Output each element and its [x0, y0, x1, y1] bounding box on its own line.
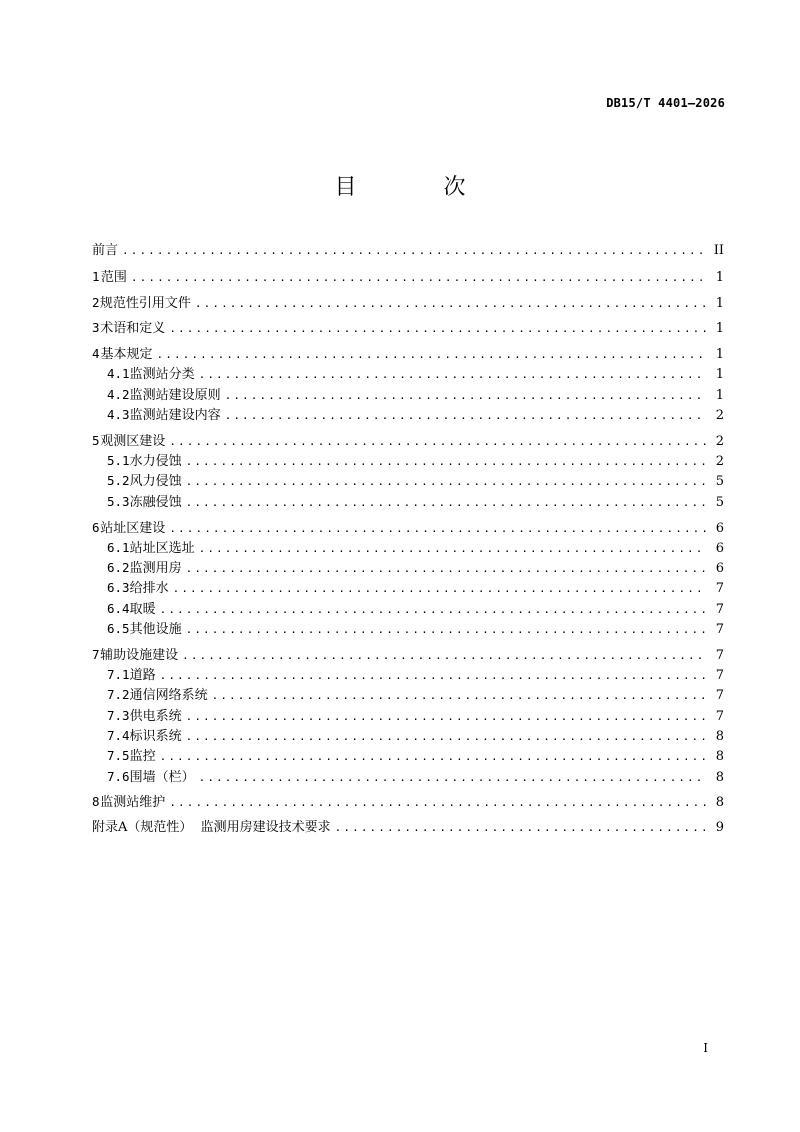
toc-entry-page: 7 [715, 688, 724, 704]
toc-entry-label: 监测站维护 [100, 795, 166, 811]
toc-leader-dots [169, 319, 706, 339]
toc-entry-page: 2 [715, 454, 724, 470]
toc-entry-number: 6.5 [107, 621, 130, 637]
toc-entry[interactable] [92, 706, 724, 726]
toc-entry-page: 2 [715, 433, 724, 449]
toc-entry-number: 7.5 [107, 748, 130, 764]
toc-leader-dots [186, 727, 706, 747]
toc-entry-label: 站址区选址 [129, 540, 195, 556]
toc-entry[interactable] [92, 267, 724, 287]
toc-leader-dots [199, 539, 706, 559]
page-number: I [703, 1041, 708, 1055]
toc-entry[interactable] [92, 599, 724, 619]
toc-entry-page: 8 [715, 729, 724, 745]
toc-entry-label: 风力侵蚀 [129, 474, 182, 490]
toc-entry[interactable] [92, 746, 724, 766]
toc-leader-dots [199, 768, 706, 788]
toc-entry-page: 7 [715, 708, 724, 724]
toc-entry-label: 冻融侵蚀 [129, 494, 182, 510]
toc-entry-label: 取暖 [129, 601, 156, 617]
toc-entry[interactable] [92, 385, 724, 405]
toc-entry-number: 4.1 [107, 366, 130, 382]
toc-entry-label: 前言 [92, 243, 119, 258]
table-of-contents [92, 241, 724, 839]
toc-entry-label: 术语和定义 [100, 321, 166, 337]
toc-entry-label: 监测站分类 [129, 367, 195, 383]
toc-entry-number: 6.1 [107, 539, 130, 555]
toc-entry[interactable] [92, 538, 724, 558]
toc-entry-label: 监测站建设原则 [129, 387, 221, 403]
toc-leader-dots [160, 666, 706, 686]
toc-leader-dots [186, 620, 706, 640]
toc-leader-dots [169, 793, 706, 813]
toc-leader-dots [186, 493, 706, 513]
toc-entry-number: 5 [92, 432, 100, 448]
toc-entry-page: 1 [715, 367, 724, 383]
toc-leader-dots [169, 519, 706, 539]
toc-entry-label: 标识系统 [129, 729, 182, 745]
toc-entry-number: 6.3 [107, 580, 130, 596]
toc-entry-number: 7.6 [107, 768, 130, 784]
toc-entry-number: 6 [92, 519, 100, 535]
toc-leader-dots [199, 365, 706, 385]
toc-entry-label: 其他设施 [129, 622, 182, 638]
toc-entry-page: 6 [715, 561, 724, 577]
toc-entry-label: 基本规定 [100, 347, 153, 363]
toc-leader-dots [160, 600, 706, 620]
toc-entry-page: 8 [715, 769, 724, 785]
toc-entry-label: 监控 [129, 749, 156, 765]
toc-entry[interactable] [92, 405, 724, 425]
toc-entry[interactable] [92, 558, 724, 578]
toc-entry[interactable] [92, 767, 724, 787]
toc-entry-page: 8 [715, 795, 724, 811]
toc-entry[interactable] [92, 318, 724, 338]
toc-entry[interactable] [92, 792, 724, 812]
toc-leader-dots [160, 747, 706, 767]
toc-entry-label: 围墙（栏） [129, 769, 195, 785]
toc-entry-number: 5.3 [107, 493, 130, 509]
toc-entry-number: 1 [92, 268, 100, 284]
toc-entry-page: 1 [715, 269, 724, 285]
toc-entry-page: 1 [715, 295, 724, 311]
toc-leader-dots [186, 559, 706, 579]
toc-entry-number: 3 [92, 320, 100, 336]
toc-entry-page: 6 [715, 520, 724, 536]
toc-entry-page: 7 [715, 601, 724, 617]
toc-entry[interactable] [92, 241, 724, 261]
toc-leader-dots [169, 432, 706, 452]
toc-entry-page: 5 [715, 494, 724, 510]
toc-entry-label: 监测站建设内容 [129, 408, 221, 424]
toc-entry-page: 2 [715, 408, 724, 424]
toc-leader-dots [335, 818, 706, 838]
toc-entry-number: 7.3 [107, 707, 130, 723]
toc-entry-number: 5.2 [107, 473, 130, 489]
toc-entry-number: 6.2 [107, 560, 130, 576]
toc-entry-page: 6 [715, 540, 724, 556]
toc-entry-page: 1 [715, 387, 724, 403]
toc-entry-number: 4.2 [107, 386, 130, 402]
toc-entry[interactable] [92, 685, 724, 705]
toc-entry-number: 7.2 [107, 687, 130, 703]
toc-entry-number: 7.4 [107, 728, 130, 744]
toc-entry-label: 通信网络系统 [129, 688, 208, 704]
toc-entry-label: 范围 [100, 269, 127, 285]
toc-entry-number: 4 [92, 346, 100, 362]
toc-entry[interactable] [92, 344, 724, 364]
toc-entry-label: 站址区建设 [100, 520, 166, 536]
document-code: DB15/T 4401—2026 [606, 96, 725, 110]
toc-entry[interactable] [92, 364, 724, 384]
toc-entry[interactable] [92, 471, 724, 491]
toc-entry[interactable] [92, 518, 724, 538]
toc-leader-dots [186, 472, 706, 492]
toc-entry-page: 8 [715, 749, 724, 765]
toc-entry-label: 附录A（规范性） 监测用房建设技术要求 [92, 820, 331, 836]
toc-entry-label: 给排水 [129, 581, 169, 597]
toc-leader-dots [173, 579, 706, 599]
toc-leader-dots [186, 452, 706, 472]
toc-entry[interactable] [92, 492, 724, 512]
toc-leader-dots [157, 345, 706, 365]
toc-entry-page: II [713, 243, 724, 258]
toc-entry-page: 7 [715, 647, 724, 663]
toc-entry-number: 7.1 [107, 667, 130, 683]
toc-entry[interactable] [92, 665, 724, 685]
toc-entry[interactable] [92, 726, 724, 746]
toc-entry-label: 水力侵蚀 [129, 454, 182, 470]
toc-entry-label: 规范性引用文件 [99, 295, 191, 311]
toc-entry[interactable] [92, 451, 724, 471]
toc-entry-page: 1 [715, 321, 724, 337]
toc-entry-number: 7 [92, 646, 100, 662]
toc-entry[interactable] [92, 818, 724, 838]
toc-leader-dots [182, 646, 706, 666]
toc-entry-page: 9 [715, 820, 724, 836]
toc-entry[interactable] [92, 645, 724, 665]
toc-entry-label: 辅助设施建设 [100, 647, 179, 663]
page-title: 目 次 [334, 175, 506, 200]
toc-leader-dots [186, 707, 706, 727]
toc-entry[interactable] [92, 431, 724, 451]
toc-entry-label: 观测区建设 [100, 433, 166, 449]
toc-entry-number: 2 [92, 294, 100, 310]
toc-entry-label: 道路 [129, 668, 156, 684]
toc-leader-dots [225, 406, 706, 426]
toc-entry-number: 6.4 [107, 600, 130, 616]
toc-entry-page: 7 [715, 581, 724, 597]
toc-leader-dots [122, 241, 706, 261]
toc-leader-dots [212, 686, 706, 706]
toc-entry-label: 监测用房 [129, 561, 182, 577]
toc-entry-page: 5 [715, 474, 724, 490]
toc-entry[interactable] [92, 619, 724, 639]
toc-entry-number: 4.3 [107, 407, 130, 423]
toc-entry-page: 7 [715, 668, 724, 684]
toc-entry-number: 8 [92, 794, 100, 810]
toc-entry-page: 1 [715, 347, 724, 363]
toc-entry[interactable] [92, 293, 724, 313]
toc-entry-label: 供电系统 [129, 708, 182, 724]
toc-leader-dots [225, 386, 706, 406]
toc-entry-number: 5.1 [107, 453, 130, 469]
toc-entry[interactable] [92, 578, 724, 598]
toc-entry-page: 7 [715, 622, 724, 638]
toc-leader-dots [195, 294, 706, 314]
toc-leader-dots [131, 268, 706, 288]
